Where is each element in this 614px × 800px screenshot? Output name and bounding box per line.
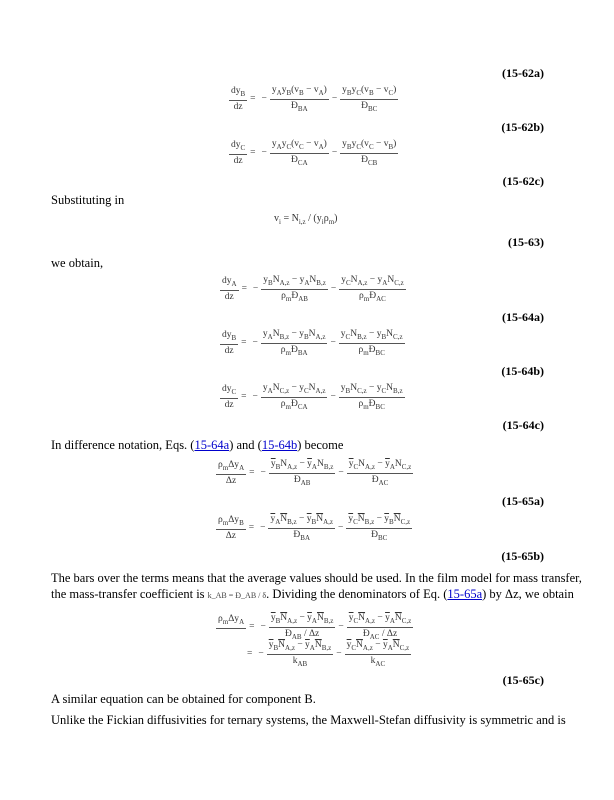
difference-notation-text	[51, 437, 343, 454]
eq-number-15-62c: (15-62c)	[502, 174, 544, 188]
eq-number-15-63: (15-63)	[508, 235, 544, 249]
eq-number-15-65c: (15-65c)	[502, 673, 544, 687]
eq-number-15-64c: (15-64c)	[502, 418, 544, 432]
equation-15-64c: $\frac{dy_C}{dz}$ = − $\frac{y_AN_{C,z} - y_CN_{A,z}}{\rho_mĐ_{CA}}$ − $\frac{y_BN_{C,z} - y_CN_{B,z}}{\rho_mĐ_{BC}}$	[222, 383, 403, 411]
substituting-in-text: Substituting in	[51, 193, 125, 207]
equation-15-65b: $\frac{\rho_m\Delta y_B}{\Delta z}$ = − $\frac{\overline{y}_A\overline{N}_{B,z} - \overline{y}_B\overline{N}_{A,z}}{Đ_{BA}}$ − $\frac{\overline{y}_C\overline{N}_{B,z} - \overline{y}_B\overline{N}_{C,z}}{Đ_{BC}}$	[218, 514, 411, 542]
equation-15-65a: $\frac{\rho_m\Delta y_A}{\Delta z}$ = − $\frac{\overline{y}_BN_{A,z} - \overline{y}_AN_{B,z}}{Đ_{AB}}$ − $\frac{\overline{y}_CN_{A,z} - \overline{y}_AN_{C,z}}{Đ_{AC}}$	[218, 459, 412, 487]
equation-15-64b: $\frac{dy_B}{dz}$ = − $\frac{y_AN_{B,z} - y_BN_{A,z}}{\rho_mĐ_{BA}}$ − $\frac{y_CN_{B,z} - y_BN_{C,z}}{\rho_mĐ_{BC}}$	[222, 329, 403, 357]
difference-mid: ) and (	[229, 438, 262, 452]
eq-number-15-65a: (15-65a)	[502, 494, 544, 508]
difference-suffix: ) become	[297, 438, 344, 452]
bars-paragraph-line2	[51, 586, 574, 604]
equation-15-62a: $\frac{dy_B}{dz}$ = − $\frac{y_Ay_B(v_B - v_A)}{Đ_{BA}}$ − $\frac{y_By_C(v_B - v_C)}{Đ_{BC}}$	[231, 85, 397, 113]
eq-number-15-64a: (15-64a)	[502, 310, 544, 324]
equation-15-65c-line1: $\rho_m\Delta y_A$ = − $\frac{\overline{y}_B\overline{N}_{A,z} - \overline{y}_A\overline{N}_{B,z}}{Đ_{AB} / \Delta z}$ − $\frac{\overline{y}_C\overline{N}_{A,z} - \overline{y}_A\overline{N}_{C,z}}{Đ_{AC} / \Delta z}$	[218, 613, 412, 641]
similar-equation-text: A similar equation can be obtained for component B.	[51, 692, 316, 706]
link-eq-15-65a[interactable]: 15-65a	[447, 587, 483, 601]
bars-line2-mid: . Dividing the denominators of Eq. (	[266, 587, 448, 601]
equation-15-64a: $\frac{dy_A}{dz}$ = − $\frac{y_BN_{A,z} - y_AN_{B,z}}{\rho_mĐ_{AB}}$ − $\frac{y_CN_{A,z} - y_AN_{C,z}}{\rho_mĐ_{AC}}$	[222, 275, 404, 303]
eq-number-15-64b: (15-64b)	[501, 364, 544, 378]
we-obtain-text: we obtain,	[51, 256, 104, 270]
eq-number-15-65b: (15-65b)	[501, 549, 544, 563]
eq-number-15-62b: (15-62b)	[501, 120, 544, 134]
eq-number-15-62a: (15-62a)	[502, 66, 544, 80]
unlike-fickian-text: Unlike the Fickian diffusivities for ternary systems, the Maxwell-Stefan diffusivity is symmetric and is	[51, 713, 566, 727]
bars-line2-suffix: ) by Δz, we obtain	[482, 587, 574, 601]
difference-prefix: In difference notation, Eqs. (	[51, 438, 195, 452]
link-eq-15-64a[interactable]: 15-64a	[194, 438, 230, 452]
link-eq-15-64b[interactable]: 15-64b	[261, 438, 298, 452]
mass-transfer-coeff-inline: k_AB = Đ_AB / δ	[207, 591, 267, 600]
bars-paragraph-line1: The bars over the terms means that the average values should be used. In the film model for mass transfer,	[51, 571, 582, 585]
equation-15-65c-line2: = − $\frac{\overline{y}_B\overline{N}_{A,z} - \overline{y}_A\overline{N}_{B,z}}{k_{AB}}$ − $\frac{\overline{y}_C\overline{N}_{A,z} - \overline{y}_A\overline{N}_{C,z}}{k_{AC}}$	[247, 640, 410, 668]
equation-15-62b: $\frac{dy_C}{dz}$ = − $\frac{y_Ay_C(v_C - v_A)}{Đ_{CA}}$ − $\frac{y_By_C(v_C - v_B)}{Đ_{CB}}$	[231, 139, 397, 167]
bars-line2-prefix: the mass-transfer coefficient is	[51, 587, 205, 601]
equation-15-62c: $v_i = N_{i,z} / (y_i\rho_m)$	[274, 213, 338, 226]
